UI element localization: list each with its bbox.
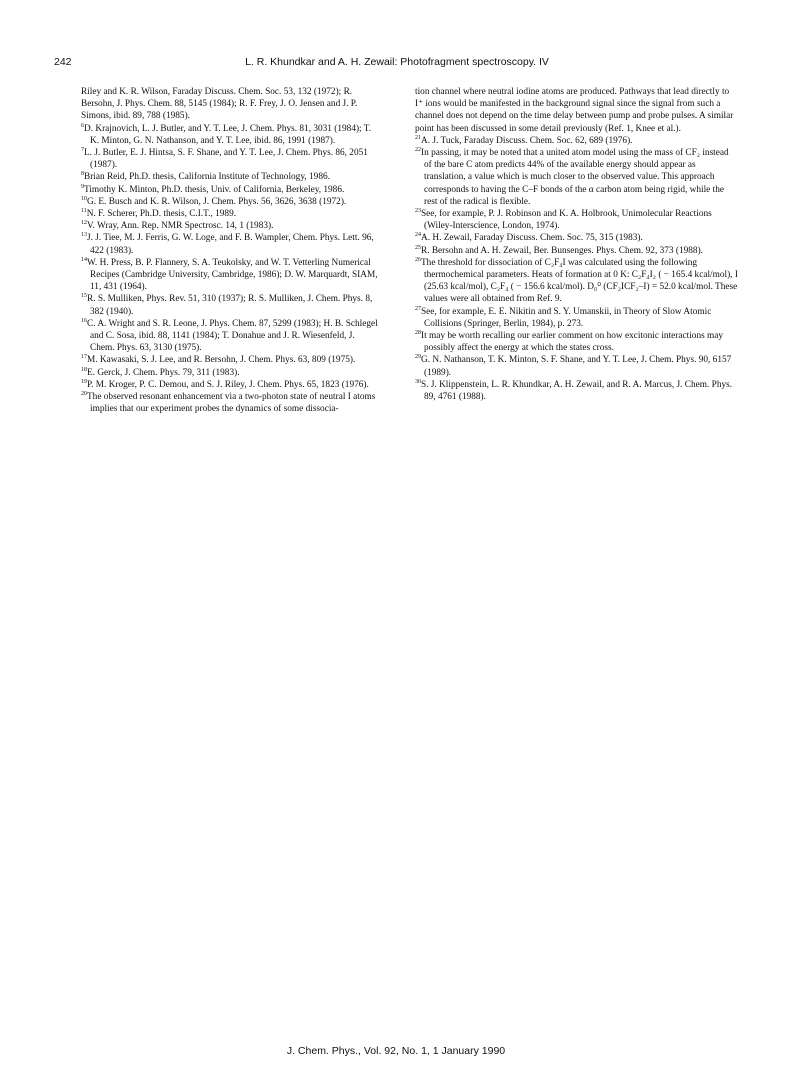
reference-number: 16 [81,317,87,324]
reference-item [81,147,381,171]
reference-number: 28 [415,329,421,336]
reference-number: 22 [415,146,421,153]
reference-text: N. F. Scherer, Ph.D. thesis, C.I.T., 1989. [86,209,237,220]
reference-item [415,147,738,208]
reference-number: 9 [81,183,84,190]
reference-item [415,232,738,244]
right-reference-column [415,86,738,403]
reference-number: 12 [81,220,87,227]
reference-text: Riley and K. R. Wilson, Faraday Discuss. Chem. Soc. 53, 132 (1972); R. Bersohn, J. Phys. Chem. 88, 5145 (1984); R. F. Frey, J. O. Jensen and J. P. Simons, ibid. 89, 788 (1985). [81,87,358,122]
reference-number: 10 [81,195,87,202]
reference-number: 8 [81,171,84,178]
reference-number: 15 [81,293,87,300]
reference-text: The observed resonant enhancement via a two-photon state of neutral I atoms implies that our experiment probes the dynamics of some dissocia- [87,392,376,415]
journal-footer: J. Chem. Phys., Vol. 92, No. 1, 1 January 1990 [286,1045,506,1057]
page-header [54,56,740,72]
reference-item [81,208,381,220]
reference-text: It may be worth recalling our earlier comment on how excitonic interactions may possibly affect the energy at which the states cross. [421,331,724,354]
reference-number: 26 [415,256,421,263]
reference-item [415,135,738,147]
reference-text: E. Gerck, J. Chem. Phys. 79, 311 (1983). [87,367,240,378]
reference-item [81,232,381,256]
reference-item [81,293,381,317]
reference-text: C. A. Wright and S. R. Leone, J. Phys. Chem. 87, 5299 (1983); H. B. Schlegel and C. Sosa, ibid. 88, 1141 (1984); T. Donahue and J. R. Wiesenfeld, J. Chem. Phys. 63, 3130 (1975). [87,318,378,354]
reference-number: 7 [81,146,84,153]
reference-text: J. J. Tiee, M. J. Ferris, G. W. Loge, and F. B. Wampler, Chem. Phys. Lett. 96, 422 (1983). [87,233,374,256]
reference-item [81,379,381,391]
reference-item [81,391,381,415]
reference-number: 19 [81,378,87,385]
reference-text: The threshold for dissociation of C₂F₄I was calculated using the following thermochemical parameters. Heats of formation at 0 K: C₂F₄I₂ ( − 165.4 kcal/mol), I (25.63 kcal/mol), C₂F₄ ( − 156.6 kcal/mol). D₀⁰ (CF₂ICF₂–I) = 52.0 kcal/mol. These values were all obtained from Ref. 9. [421,257,738,305]
reference-text: Timothy K. Minton, Ph.D. thesis, Univ. of California, Berkeley, 1986. [84,184,345,195]
reference-text: P. M. Kroger, P. C. Demou, and S. J. Riley, J. Chem. Phys. 65, 1823 (1976). [87,379,369,390]
reference-continuation [81,86,381,123]
reference-item [415,306,738,330]
reference-text: G. E. Busch and K. R. Wilson, J. Chem. Phys. 56, 3626, 3638 (1972). [87,196,347,207]
reference-number: 20 [81,390,87,397]
running-title: L. R. Khundkar and A. H. Zewail: Photofragment spectroscopy. IV [245,56,549,68]
reference-item [415,330,738,354]
reference-text: L. J. Butler, E. J. Hintsa, S. F. Shane, and Y. T. Lee, J. Chem. Phys. 86, 2051 (1987). [84,148,368,171]
reference-item [81,123,381,147]
reference-number: 17 [81,354,87,361]
reference-text: A. J. Tuck, Faraday Discuss. Chem. Soc. 62, 689 (1976). [421,135,633,146]
reference-number: 13 [81,232,87,239]
reference-item [81,184,381,196]
reference-item [81,171,381,183]
reference-item [81,318,381,355]
reference-text: Brian Reid, Ph.D. thesis, California Institute of Technology, 1986. [84,172,330,183]
reference-item [81,367,381,379]
reference-item [415,208,738,232]
reference-item [81,196,381,208]
reference-item [415,354,738,378]
reference-text: See, for example, P. J. Robinson and K. A. Holbrook, Unimolecular Reactions (Wiley-Interscience, London, 1974). [421,209,712,232]
reference-item [81,354,381,366]
reference-number: 25 [415,244,421,251]
reference-text: See, for example, E. E. Nikitin and S. Y. Umanskii, in Theory of Slow Atomic Collisions (Springer, Berlin, 1984), p. 273. [421,306,712,329]
reference-text: G. N. Nathanson, T. K. Minton, S. F. Shane, and Y. T. Lee, J. Chem. Phys. 90, 6157 (1989). [421,355,732,378]
reference-continuation [415,86,738,135]
left-reference-column [81,86,381,415]
reference-text: S. J. Klippenstein, L. R. Khundkar, A. H. Zewail, and R. A. Marcus, J. Chem. Phys. 89, 4761 (1988). [421,379,733,403]
reference-number: 23 [415,207,421,214]
reference-text: A. H. Zewail, Faraday Discuss. Chem. Soc. 75, 315 (1983). [421,233,643,244]
reference-text: D. Krajnovich, L. J. Butler, and Y. T. Lee, J. Chem. Phys. 81, 3031 (1984); T. K. Minton, G. N. Nathanson, and Y. T. Lee, ibid. 86, 1991 (1987). [84,123,372,146]
reference-item [415,257,738,306]
reference-number: 21 [415,134,421,141]
reference-item [415,379,738,403]
reference-item [415,245,738,257]
page-number: 242 [54,56,72,68]
reference-number: 24 [415,232,421,239]
reference-text: R. S. Mulliken, Phys. Rev. 51, 310 (1937); R. S. Mulliken, J. Chem. Phys. 8, 382 (1940). [87,294,373,317]
reference-item [81,257,381,294]
reference-number: 27 [415,305,421,312]
reference-text: tion channel where neutral iodine atoms are produced. Pathways that lead directly to I⁺ ions would be manifested in the background signal since the signal from such a channel does not depend on the time delay between pump and probe pulses. A similar point has been discussed in some detail previously (Ref. 1, Knee et al.). [415,87,734,134]
reference-text: W. H. Press, B. P. Flannery, S. A. Teukolsky, and W. T. Vetterling Numerical Recipes (Cambridge University, Cambridge, 1986); D. W. Marquardt, SIAM, 11, 431 (1964). [87,257,378,293]
reference-number: 14 [81,256,87,263]
reference-number: 29 [415,354,421,361]
reference-number: 11 [81,207,87,214]
reference-text: In passing, it may be noted that a united atom model using the mass of CF₂ instead of the bare C atom predicts 44% of the available energy should appear as translation, a value which is much closer to the observed value. This approach corresponds to having the C–F bonds of the α carbon atom being rigid, while the rest of the radical is flexible. [421,148,729,207]
reference-text: M. Kawasaki, S. J. Lee, and R. Bersohn, J. Chem. Phys. 63, 809 (1975). [87,355,356,366]
reference-number: 6 [81,122,84,129]
reference-text: R. Bersohn and A. H. Zewail, Ber. Bunsenges. Phys. Chem. 92, 373 (1988). [421,245,703,256]
reference-number: 18 [81,366,87,373]
reference-number: 30 [415,378,421,385]
reference-item [81,220,381,232]
reference-text: V. Wray, Ann. Rep. NMR Spectrosc. 14, 1 (1983). [87,221,274,232]
